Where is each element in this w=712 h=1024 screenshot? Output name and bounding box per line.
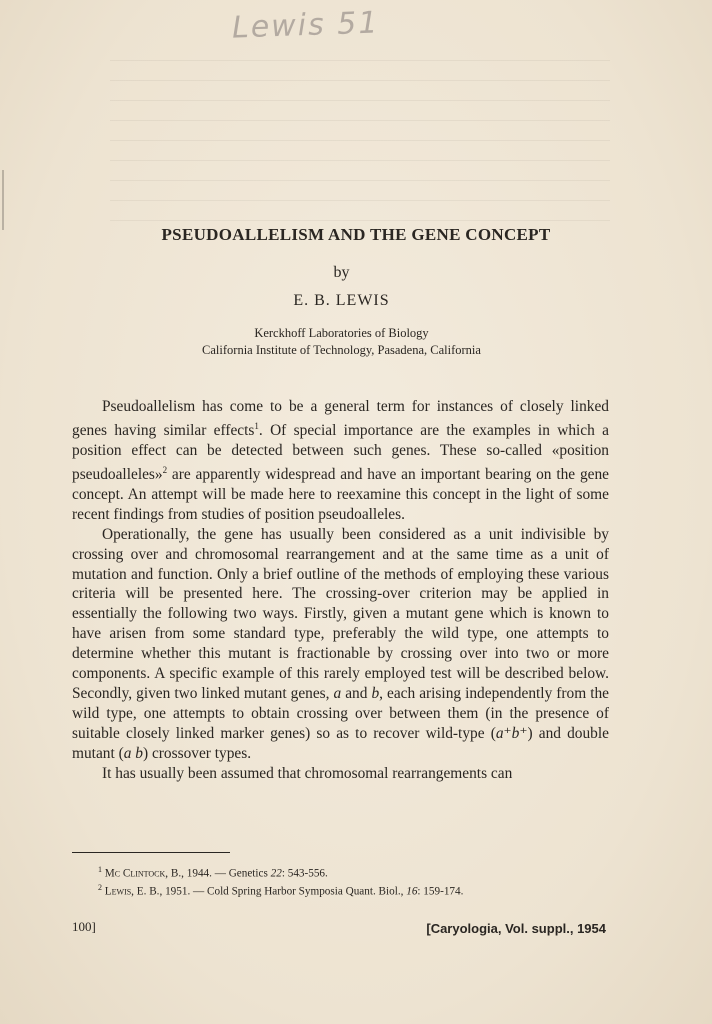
journal-reference: [Caryologia, Vol. suppl., 1954	[426, 921, 606, 936]
gene-symbol-b: b	[371, 684, 380, 702]
byline-by: by	[333, 264, 350, 281]
handwritten-note: Lewis 51	[231, 5, 380, 46]
margin-mark	[2, 170, 4, 230]
footnote-number: 1	[98, 865, 102, 874]
footnote-citation: , 1951. — Cold Spring Harbor Symposia Quant. Biol.,	[159, 885, 407, 898]
paragraph-1-text-a: Pseudoallelism has come to be a general term for instances of closely linked genes having similar effects	[72, 398, 609, 440]
paragraph-1-text-c: are apparently widespread and have an important bearing on the gene concept. An attempt will be made here to reexamine this concept in the light of some recent findings from studies of position pseudoalleles.	[72, 465, 609, 523]
reference-marker: 2	[162, 464, 168, 475]
footnote-pages: : 543-556.	[281, 867, 328, 880]
footnote-2	[98, 883, 463, 898]
paragraph-2-and: and	[341, 684, 372, 702]
author-name: E. B. LEWIS	[293, 292, 390, 309]
footnote-pages: : 159-174.	[417, 885, 464, 898]
paragraph-2-text-c: ) and double mutant (	[72, 724, 609, 762]
bleed-through-text	[110, 60, 610, 240]
gene-symbol-a: a	[333, 684, 342, 702]
paper-title: PSEUDOALLELISM AND THE GENE CONCEPT	[161, 225, 551, 244]
reference-marker: 1	[254, 420, 259, 431]
paragraph-2	[72, 525, 609, 764]
page-number: 100]	[72, 919, 96, 934]
footnote-volume: 22	[270, 867, 282, 880]
footnote-author: Mc Clintock, B.	[104, 867, 182, 880]
wild-type-genotype: a⁺b⁺	[495, 724, 528, 742]
paragraph-1	[72, 397, 609, 525]
footnote-rule	[72, 852, 230, 853]
footnote-number: 2	[98, 883, 102, 892]
paragraph-2-text-b: , each arising independently from the wild type, one attempts to obtain crossing over between them (in the presence of suitable closely linked marker genes) so as to recover wild-type (	[72, 684, 609, 742]
footnote-1	[98, 865, 328, 880]
footnote-author: Lewis, E. B.	[104, 885, 160, 898]
body-text	[72, 397, 609, 783]
paragraph-3: It has usually been assumed that chromosomal rearrangements can	[102, 764, 513, 782]
paragraph-2-text-d: ) crossover types.	[142, 744, 252, 762]
footnote-volume: 16	[406, 885, 418, 898]
affiliation-line-2: California Institute of Technology, Pasadena, California	[202, 343, 481, 357]
affiliation-line-1: Kerckhoff Laboratories of Biology	[254, 326, 429, 340]
paragraph-2-text-a: Operationally, the gene has usually been considered as a unit indivisible by crossing over and chromosomal rearrangement and at the same time as a unit of mutation and function. Only a brief outline of the methods of employing these various criteria will be presented here. The crossing-over criterion may be applied in essentially the following two ways. Firstly, given a mutant gene which is known to have arisen from some standard type, preferably the wild type, one attempts to determine whether this mutant is fractionable by crossing over into two or more components. A specific example of this rarely employed test will be described below. Secondly, given two linked mutant genes,	[72, 525, 609, 702]
paragraph-1-text-b: . Of special importance are the examples in which a position effect can be detected between such genes. These so-called «position pseudoalleles»	[72, 422, 609, 483]
double-mutant-genotype: a b	[123, 744, 143, 762]
footnote-citation: , 1944. — Genetics	[181, 867, 271, 880]
